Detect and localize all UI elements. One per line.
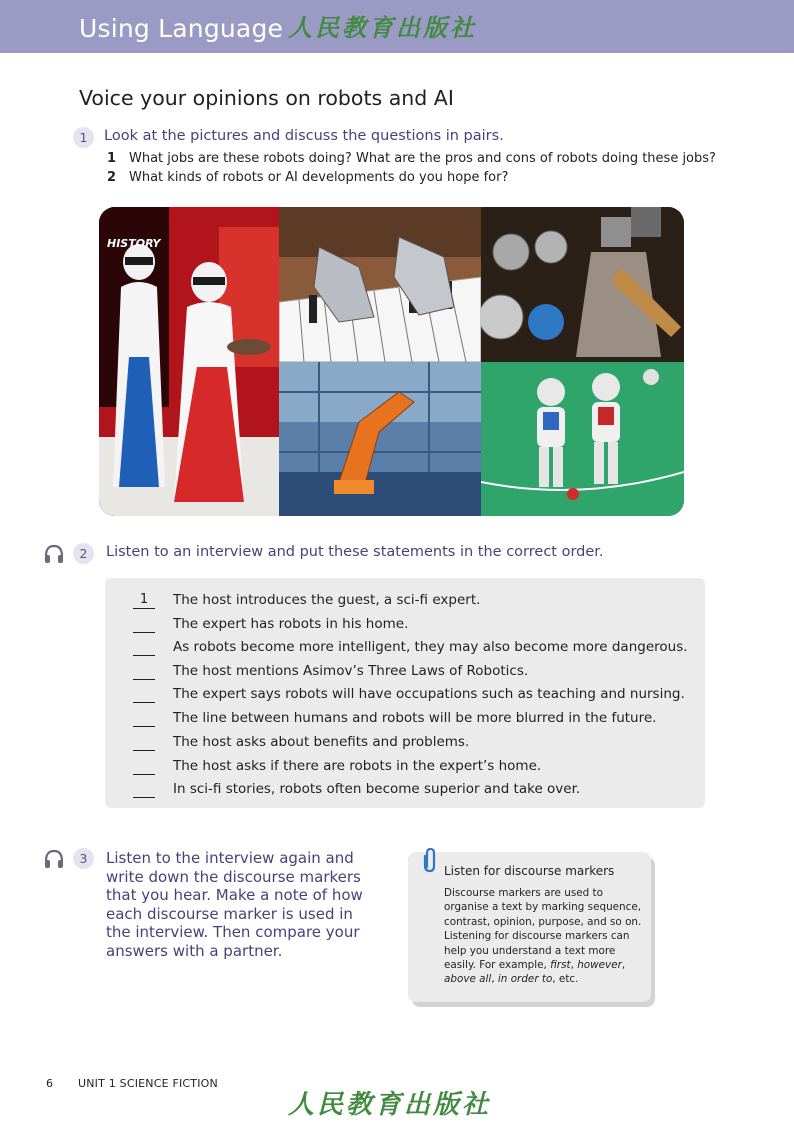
tip-separator-3: , xyxy=(491,973,498,986)
tip-body xyxy=(444,886,644,987)
publisher-logo-top: 人民教育出版社 xyxy=(288,13,477,42)
exercise-1-number: 1 xyxy=(73,127,94,148)
statement-4: The host mentions Asimov’s Three Laws of Robotics. xyxy=(173,663,529,679)
photo-robot-piano-hands xyxy=(279,207,481,362)
order-blank-4[interactable] xyxy=(133,663,155,680)
photo-musician-robots xyxy=(481,207,684,362)
history-sign: HISTORY xyxy=(107,237,161,250)
robot-photo-collage xyxy=(99,207,684,516)
ordering-box xyxy=(105,578,705,808)
statement-1: The host introduces the guest, a sci-fi expert. xyxy=(173,592,481,608)
headphones-icon xyxy=(43,848,65,870)
page-number: 6 xyxy=(46,1077,53,1090)
photo-factory-robot-arm xyxy=(279,362,481,516)
tip-separator-2: , xyxy=(621,959,626,972)
statement-2: The expert has robots in his home. xyxy=(173,616,409,632)
question-1-text: What jobs are these robots doing? What are the pros and cons of robots doing these jobs? xyxy=(129,151,716,166)
order-blank-8[interactable] xyxy=(133,758,155,775)
exercise-3-instruction: Listen to the interview again and write down the discourse markers that you hear. Make a note of how each discourse marker is used in the interview. Then compare your answers with a partner. xyxy=(106,849,363,960)
paperclip-icon xyxy=(420,847,440,873)
tip-separator-1: , xyxy=(570,959,578,972)
tip-body-text: Discourse markers are used to organise a text by marking sequence, contrast, opinion, purpose, and so on. Listening for discourse markers can help you understand a text more easily. For example, xyxy=(444,887,642,972)
tip-title: Listen for discourse markers xyxy=(444,864,615,878)
statement-7: The host asks about benefits and problems. xyxy=(173,734,470,750)
order-blank-7[interactable] xyxy=(133,734,155,751)
order-blank-9[interactable] xyxy=(133,781,155,798)
tip-example-however: however xyxy=(577,959,622,972)
question-2-text: What kinds of robots or AI developments do you hope for? xyxy=(129,170,509,185)
question-2-number: 2 xyxy=(107,170,117,185)
statement-9: In sci-fi stories, robots often become superior and take over. xyxy=(173,781,581,797)
tip-end: , etc. xyxy=(552,973,579,986)
exercise-1-instruction: Look at the pictures and discuss the questions in pairs. xyxy=(104,128,504,144)
statement-3: As robots become more intelligent, they may also become more dangerous. xyxy=(173,639,688,655)
statement-8: The host asks if there are robots in the expert’s home. xyxy=(173,758,542,774)
page-title: Voice your opinions on robots and AI xyxy=(79,86,454,110)
photo-soccer-robots xyxy=(481,362,684,516)
publisher-logo-bottom: 人民教育出版社 xyxy=(288,1090,492,1120)
exercise-2-instruction: Listen to an interview and put these statements in the correct order. xyxy=(106,544,604,560)
question-2 xyxy=(107,170,508,185)
photo-waitress-robots xyxy=(99,207,279,516)
order-answer-1[interactable]: 1 xyxy=(133,592,155,609)
question-1 xyxy=(107,151,716,166)
statement-6: The line between humans and robots will be more blurred in the future. xyxy=(173,710,657,726)
exercise-2-number: 2 xyxy=(73,543,94,564)
order-blank-3[interactable] xyxy=(133,639,155,656)
tip-example-above-all: above all xyxy=(444,973,492,986)
tip-box xyxy=(408,852,651,1002)
unit-label: UNIT 1 SCIENCE FICTION xyxy=(78,1077,218,1090)
exercise-3-number: 3 xyxy=(73,848,94,869)
section-title: Using Language xyxy=(79,14,284,43)
tip-example-first: first xyxy=(550,959,571,972)
tip-example-in-order-to: in order to xyxy=(497,973,553,986)
question-1-number: 1 xyxy=(107,151,117,166)
headphones-icon xyxy=(43,543,65,565)
statement-5: The expert says robots will have occupations such as teaching and nursing. xyxy=(173,686,685,702)
order-blank-5[interactable] xyxy=(133,686,155,703)
order-blank-2[interactable] xyxy=(133,616,155,633)
order-blank-6[interactable] xyxy=(133,710,155,727)
